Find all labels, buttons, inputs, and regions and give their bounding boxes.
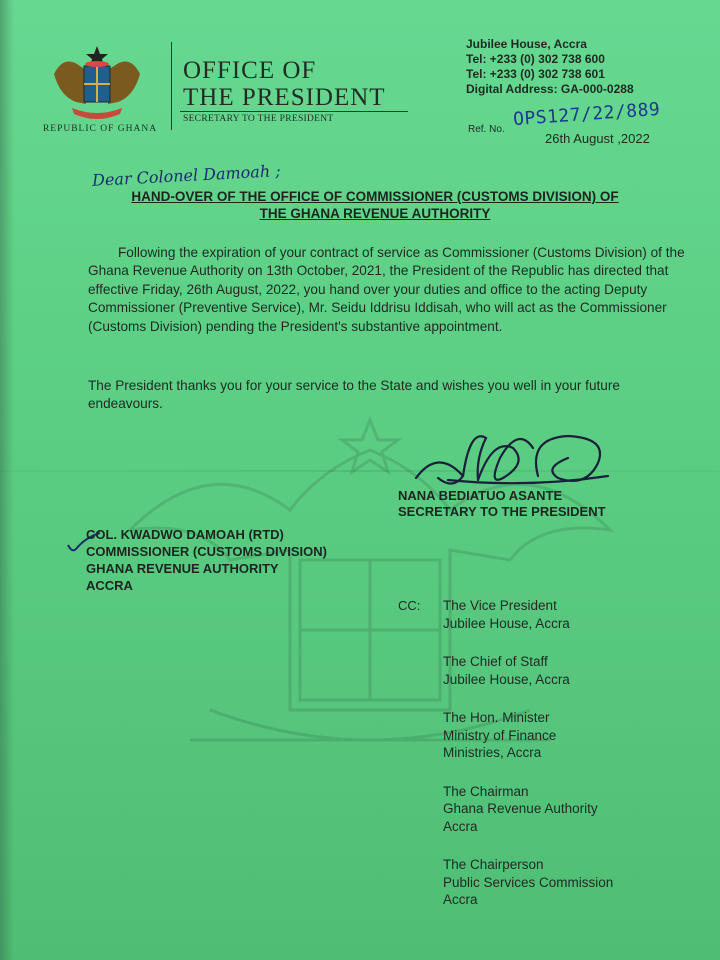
republic-of-ghana-label: REPUBLIC OF GHANA	[42, 124, 158, 134]
addressee-organization: GHANA REVENUE AUTHORITY	[86, 561, 279, 576]
cc-recipient-line: Ministries, Accra	[443, 745, 542, 760]
cc-recipient-line: The Chairman	[443, 783, 529, 799]
address-line: Jubilee House, Accra	[466, 37, 587, 51]
subject-heading	[70, 188, 680, 222]
cc-recipient	[443, 709, 613, 762]
cc-recipient-line: Accra	[443, 818, 478, 834]
telephone-2: Tel: +233 (0) 302 738 601	[466, 67, 605, 81]
digital-address: Digital Address: GA-000-0288	[466, 82, 634, 96]
secretary-subtitle: SECRETARY TO THE PRESIDENT	[183, 114, 334, 124]
ghana-coat-of-arms-icon	[50, 44, 144, 124]
office-title-line1: OFFICE OF	[183, 57, 317, 84]
subject-line-2: THE GHANA REVENUE AUTHORITY	[259, 206, 491, 221]
addressee-name: COL. KWADWO DAMOAH (RTD)	[86, 527, 284, 542]
contact-block	[466, 37, 634, 97]
subject-line-1: HAND-OVER OF THE OFFICE OF COMMISSIONER (CUSTOMS DIVISION) OF	[131, 189, 619, 204]
cc-recipient-line: Ghana Revenue Authority	[443, 801, 598, 816]
cc-recipient-line: Public Services Commission	[443, 874, 614, 890]
body-paragraph-1: Following the expiration of your contract of service as Commissioner (Customs Division) of the Ghana Revenue Authority on 13th October, 2021, the President of the Republic has directed that effective Friday, 26th August, 2022, you hand over your duties and office to the acting Deputy Commissioner (Preventive Service), Mr. Seidu Iddrisu Iddisah, who will act as the Commissioner (Customs Division) pending the President's substantive appointment.	[88, 245, 685, 334]
addressee-block	[86, 526, 327, 594]
cc-recipient	[443, 597, 613, 632]
letter-date: 26th August ,2022	[545, 131, 650, 146]
letterhead-vertical-rule	[171, 42, 172, 130]
office-title	[183, 57, 386, 111]
cc-recipient	[443, 856, 613, 909]
signatory-name: NANA BEDIATUO ASANTE	[398, 488, 563, 503]
cc-recipient-line: The Chairperson	[443, 857, 544, 872]
cc-recipient-line: The Vice President	[443, 598, 557, 613]
cc-recipient-line: Ministry of Finance	[443, 727, 557, 743]
cc-label: CC:	[398, 598, 421, 613]
signatory-title: SECRETARY TO THE PRESIDENT	[398, 504, 606, 519]
cc-recipient	[443, 653, 613, 688]
telephone-1: Tel: +233 (0) 302 738 600	[466, 52, 605, 66]
office-title-line2: THE PRESIDENT	[183, 84, 386, 111]
addressee-position: COMMISSIONER (CUSTOMS DIVISION)	[86, 544, 327, 559]
cc-recipient-line: The Hon. Minister	[443, 710, 550, 725]
cc-recipient-line: Jubilee House, Accra	[443, 671, 570, 687]
reference-number: OPS127/22/889	[512, 98, 661, 131]
cc-recipient-line: The Chief of Staff	[443, 654, 548, 669]
addressee-city: ACCRA	[86, 578, 133, 593]
cc-recipient	[443, 783, 613, 836]
cc-recipient-line: Jubilee House, Accra	[443, 615, 570, 631]
cc-list	[443, 597, 613, 930]
body-paragraph-2: The President thanks you for your service to the State and wishes you well in your future endeavours.	[88, 378, 620, 412]
reference-label: Ref. No.	[468, 124, 505, 135]
cc-recipient-line: Accra	[443, 892, 478, 907]
letterhead-horizontal-rule	[180, 111, 408, 112]
page-edge-shadow	[0, 0, 14, 960]
salutation: Dear Colonel Damoah ;	[91, 161, 282, 190]
handwritten-signature-icon	[408, 418, 618, 498]
signatory-block	[398, 488, 606, 520]
